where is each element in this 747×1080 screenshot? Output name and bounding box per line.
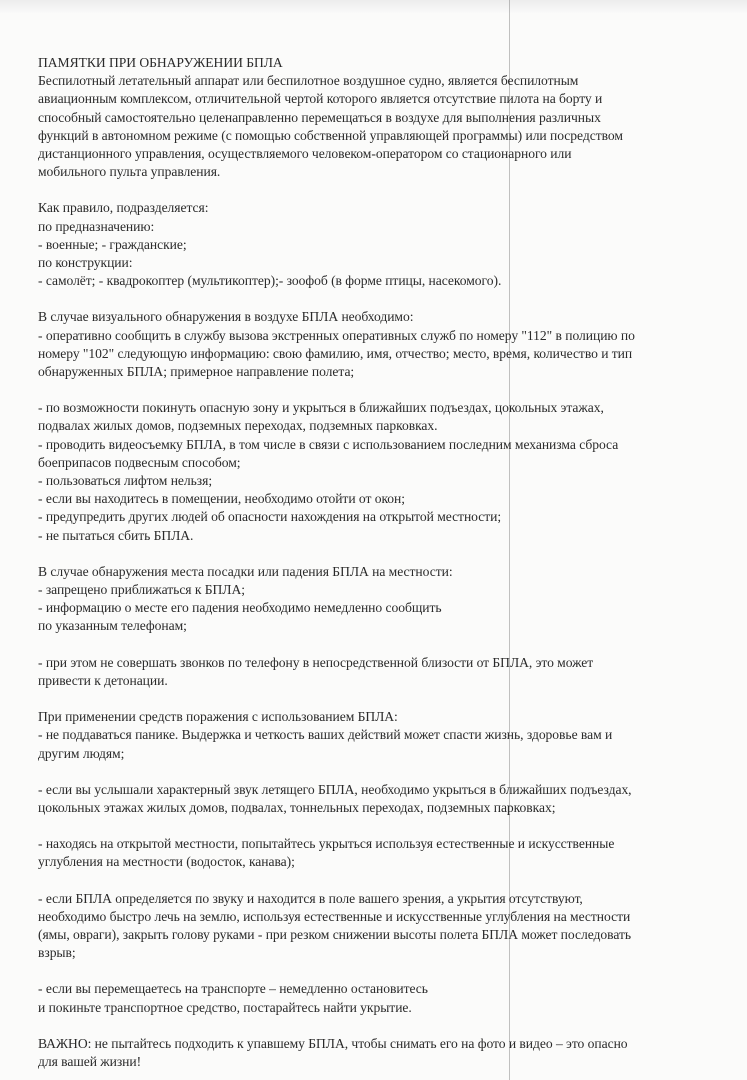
text-line: - не поддаваться панике. Выдержка и четкость ваших действий может спасти жизнь, здоровье вам и (38, 727, 613, 743)
text-line: - проводить видеосъемку БПЛА, в том числе в связи с использованием последним механизма сброса (38, 436, 619, 452)
text-line: по указанным телефонам; (38, 618, 187, 634)
text-line: способный самостоятельно целенаправленно перемещаться в воздухе для выполнения различных (38, 109, 601, 125)
text-line: - если БПЛА определяется по звуку и находится в поле вашего зрения, а укрытия отсутствуют, (38, 890, 583, 906)
text-line: функций в автономном режиме (с помощью собственной управляющей программы) или посредством (38, 127, 623, 143)
scan-shadow (0, 0, 747, 14)
text-line: другим людям; (38, 745, 125, 761)
important-notice (38, 1035, 708, 1071)
text-line: (ямы, овраги), закрыть голову руками - при резком снижении высоты полета БПЛА может последовать (38, 926, 631, 942)
attack-sound-section (38, 781, 708, 817)
text-line: цокольных этажах жилых домов, подвалах, тоннельных переходах, подземных парковках; (38, 799, 556, 815)
text-line: авиационным комплексом, отличительной чертой которого является отсутствие пилота на борту и (38, 91, 603, 107)
text-line: подвалах жилых домов, подземных переходах, подземных парковках. (38, 418, 438, 434)
text-line: Беспилотный летательный аппарат или беспилотное воздушное судно, является беспилотным (38, 73, 579, 89)
text-line: мобильного пульта управления. (38, 164, 221, 180)
visual-detection-section (38, 308, 708, 381)
text-line: обнаруженных БПЛА; примерное направление полета; (38, 364, 355, 380)
attack-intro-section (38, 708, 708, 763)
landing-site-section (38, 563, 708, 636)
attack-transport-section (38, 980, 708, 1016)
classification-section (38, 199, 708, 290)
attack-open-area-section (38, 835, 708, 871)
text-line: При применении средств поражения с использованием БПЛА: (38, 709, 398, 725)
phone-warning-section (38, 654, 708, 690)
text-line: - запрещено приближаться к БПЛА; (38, 582, 245, 598)
text-line: необходимо быстро лечь на землю, используя естественные и искусственные углубления на местности (38, 908, 631, 924)
document-title: ПАМЯТКИ ПРИ ОБНАРУЖЕНИИ БПЛА (38, 55, 283, 70)
text-line: - по возможности покинуть опасную зону и укрыться в ближайших подъездах, цокольных этажах, (38, 400, 604, 416)
text-line: - при этом не совершать звонков по телефону в непосредственной близости от БПЛА, это может (38, 654, 594, 670)
text-line: - если вы перемещаетесь на транспорте – немедленно остановитесь (38, 981, 428, 997)
text-line: - если вы услышали характерный звук летящего БПЛА, необходимо укрыться в ближайших подъездах, (38, 781, 632, 797)
text-line: Как правило, подразделяется: (38, 200, 209, 216)
text-line: - предупредить других людей об опасности нахождения на открытой местности; (38, 509, 502, 525)
text-line: - не пытаться сбить БПЛА. (38, 527, 194, 543)
text-line: номеру "102" следующую информацию: свою фамилию, имя, отчество; место, время, количество и тип (38, 345, 633, 361)
text-line: В случае визуального обнаружения в воздухе БПЛА необходимо: (38, 309, 414, 325)
text-line: углубления на местности (водосток, канава); (38, 854, 295, 870)
text-line: ВАЖНО: не пытайтесь подходить к упавшему БПЛА, чтобы снимать его на фото и видео – это опасно (38, 1035, 628, 1051)
text-line: для вашей жизни! (38, 1053, 142, 1069)
text-line: взрыв; (38, 945, 76, 961)
text-line: боеприпасов подвесным способом; (38, 454, 241, 470)
text-line: - оперативно сообщить в службу вызова экстренных оперативных служб по номеру "112" в полицию по (38, 327, 635, 343)
text-line: - самолёт; - квадрокоптер (мультикоптер);- зоофоб (в форме птицы, насекомого). (38, 273, 502, 289)
text-line: по конструкции: (38, 255, 133, 271)
text-line: - информацию о месте его падения необходимо немедленно сообщить (38, 600, 442, 616)
intro-paragraph (38, 72, 708, 181)
memo-document (38, 54, 708, 1071)
text-line: привести к детонации. (38, 672, 168, 688)
text-line: дистанционного управления, осуществляемого человеком-оператором со стационарного или (38, 146, 572, 162)
shelter-actions-section (38, 399, 708, 545)
attack-in-view-section (38, 890, 708, 963)
text-line: - военные; - гражданские; (38, 236, 187, 252)
text-line: - если вы находитесь в помещении, необходимо отойти от окон; (38, 491, 406, 507)
text-line: и покиньте транспортное средство, постарайтесь найти укрытие. (38, 999, 412, 1015)
text-line: - пользоваться лифтом нельзя; (38, 473, 213, 489)
text-line: В случае обнаружения места посадки или падения БПЛА на местности: (38, 563, 453, 579)
text-line: по предназначению: (38, 218, 155, 234)
text-line: - находясь на открытой местности, попытайтесь укрыться используя естественные и искусственные (38, 836, 615, 852)
